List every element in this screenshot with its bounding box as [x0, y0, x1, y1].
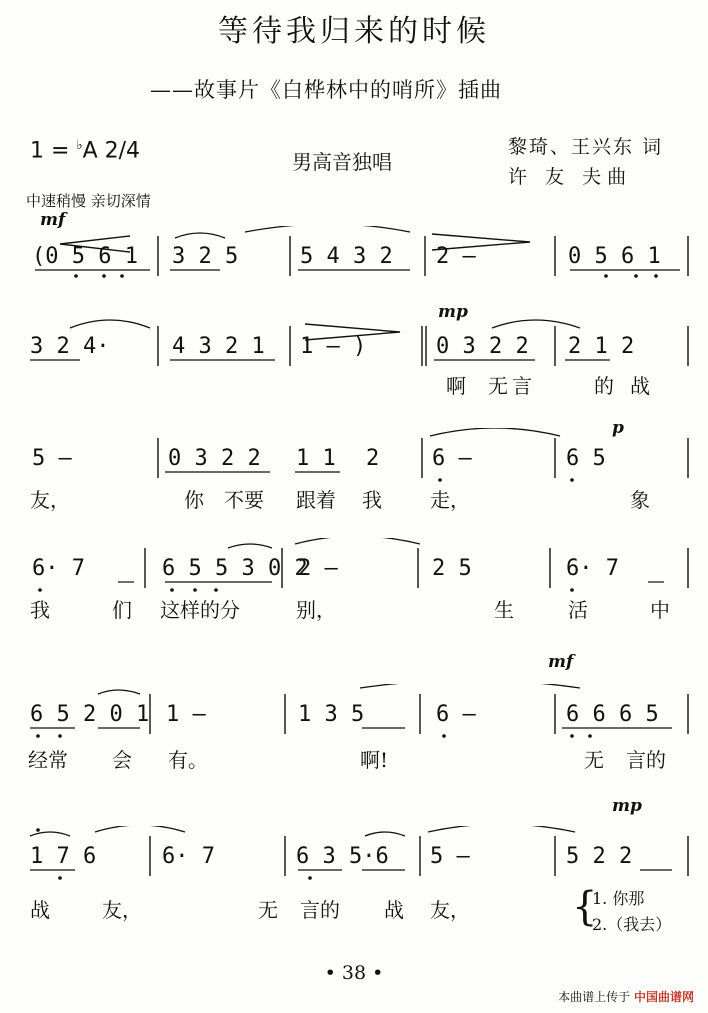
lyric-word: 无	[488, 374, 508, 398]
lyrics-row-2	[0, 370, 708, 400]
measure-23: 6 —	[436, 702, 476, 727]
lyric-word: 啊!	[360, 748, 389, 772]
measure-27: 6 3 5·6	[296, 844, 389, 869]
key-flat: ♭	[76, 138, 83, 153]
lyric-word: 友，	[30, 488, 70, 512]
lyric-word: 你	[184, 488, 204, 512]
verse-2-lyric: 2.（我去）	[592, 915, 672, 934]
song-subtitle: ——故事片《白桦林中的哨所》插曲	[150, 78, 502, 102]
key-signature	[30, 138, 140, 163]
measure-29: 5 2 2	[566, 844, 633, 869]
measure-17: 2 —	[298, 556, 338, 581]
measure-22: 1 3 5	[298, 702, 365, 727]
measure-19: 6· 7	[566, 556, 619, 581]
lyric-word: 活	[568, 598, 588, 622]
lyric-word: 走，	[430, 488, 470, 512]
time-signature: 2/4	[104, 138, 141, 164]
measure-28: 5 —	[430, 844, 470, 869]
measure-10: 2 1 2	[568, 334, 635, 359]
measure-4: 2 —	[436, 244, 476, 269]
measure-26: 6· 7	[162, 844, 215, 869]
page-number: • 38 •	[324, 962, 384, 984]
lyric-word: 象	[630, 488, 650, 512]
notation-row-1	[0, 226, 708, 286]
lyrics-row-6: 战 友， 无 言的 战 友， { 1. 你那 2.（我去）	[30, 884, 672, 934]
lyrics-row-5	[0, 744, 708, 774]
measure-1: (0 5 6 1	[32, 244, 138, 269]
lyric-word: 们	[112, 598, 132, 622]
measure-18: 2 5	[432, 556, 472, 581]
verse-1-lyric: 1. 你那	[592, 889, 645, 908]
lyric-word: 生	[494, 598, 514, 622]
lyrics-row-4	[0, 594, 708, 624]
lyric-word: 我	[30, 598, 50, 622]
notation-row-5	[0, 684, 708, 744]
dynamic-mp-1: mp	[438, 302, 468, 322]
measure-7: 4 3 2 1	[172, 334, 265, 359]
lyric-word: 言	[512, 374, 532, 398]
measure-8: 1 — )	[300, 334, 367, 359]
key-note: A	[82, 138, 98, 164]
dynamic-mf-2: mf	[548, 652, 574, 672]
lyric-word: 经常	[28, 748, 68, 772]
measure-11: 5 —	[32, 446, 72, 471]
lyric-word: 有。	[168, 748, 208, 772]
performance-type: 男高音独唱	[292, 150, 392, 174]
measure-5: 0 5 6 1	[568, 244, 661, 269]
lyric-word: 这样的分	[160, 598, 240, 622]
measure-13: 6 —	[432, 446, 472, 471]
notation-row-2	[0, 316, 708, 376]
upload-credit	[558, 988, 694, 1005]
measure-15: 6· 7	[32, 556, 85, 581]
lyric-word: 友，	[102, 898, 142, 922]
measure-12: 0 3 2 2	[168, 446, 261, 471]
lyric-word: 我	[362, 488, 382, 512]
measure-12-b: 1 1	[296, 446, 336, 471]
notation-row-3	[0, 428, 708, 488]
measure-3: 5 4 3 2	[300, 244, 393, 269]
tempo-marking: 中速稍慢 亲切深情	[26, 192, 151, 210]
upload-text: 本曲谱上传于	[558, 990, 631, 1004]
lyric-word: 的	[594, 374, 614, 398]
site-brand: 中国曲谱网	[633, 990, 694, 1004]
lyric-word: 战	[384, 898, 404, 922]
lyric-word: 会	[112, 748, 132, 772]
dynamic-mf-1: mf	[40, 210, 66, 230]
composer-credit: 许 友 夫曲	[508, 166, 633, 188]
lyric-word: 言的	[626, 748, 666, 772]
lyric-word: 战	[30, 898, 50, 922]
measure-20: 6 5 2 0 1	[30, 702, 150, 727]
notation-row-6	[0, 826, 708, 886]
notation-row-4	[0, 538, 708, 598]
lyric-word: 言的	[300, 898, 340, 922]
lyricist-credit: 黎琦、王兴东 词	[508, 136, 664, 158]
measure-24: 6 6 6 5	[566, 702, 659, 727]
measure-2: 3 2 5	[172, 244, 239, 269]
measure-12-c: 2	[366, 446, 380, 471]
lyric-word: 啊	[446, 374, 466, 398]
measure-9: 0 3 2 2	[436, 334, 529, 359]
measure-6: 3 2 4·	[30, 334, 110, 359]
dynamic-p: p	[612, 418, 624, 438]
lyric-word: 无	[584, 748, 604, 772]
lyric-word: 别，	[296, 598, 336, 622]
dynamic-mp-2: mp	[612, 796, 642, 816]
song-title: 等待我归来的时候	[218, 14, 490, 49]
lyrics-row-3	[0, 484, 708, 514]
measure-21: 1 —	[166, 702, 206, 727]
lyric-word: 战	[630, 374, 650, 398]
lyric-word: 无	[258, 898, 278, 922]
lyric-word: 跟着	[296, 488, 336, 512]
lyric-word: 不要	[224, 488, 264, 512]
measure-16: 6 5 5 3 0 2	[162, 556, 308, 581]
measure-25: 1 7 6	[30, 844, 97, 869]
lyric-word: 中	[650, 598, 670, 622]
measure-14: 6 5	[566, 446, 606, 471]
key-label: 1 =	[30, 138, 70, 164]
lyric-word: 友，	[430, 898, 470, 922]
